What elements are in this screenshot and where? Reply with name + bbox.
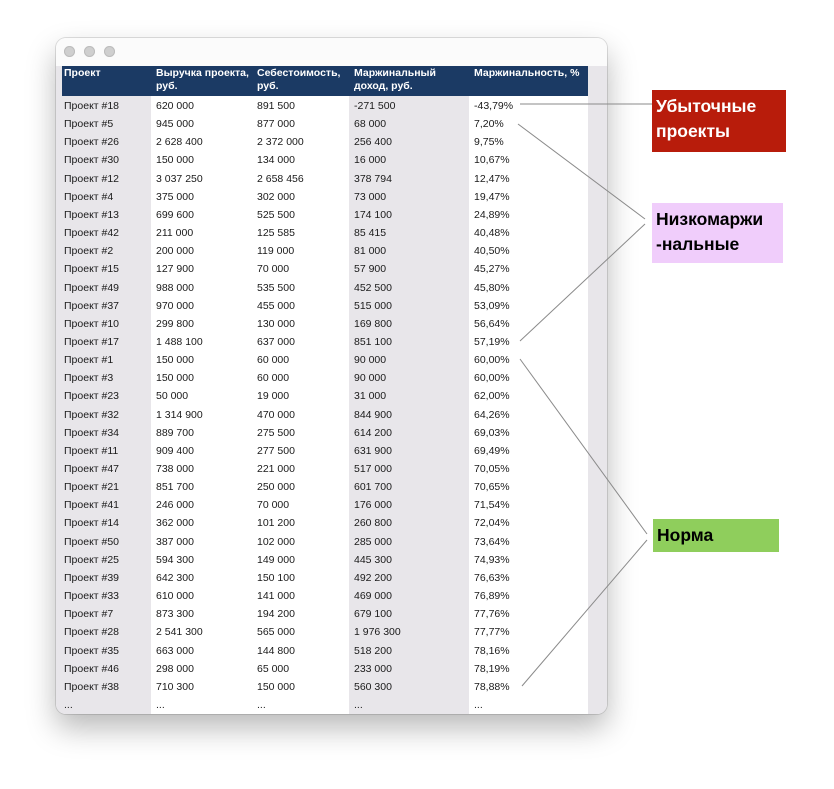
revenue-cell[interactable]: 970 000 [156,299,194,312]
margin-percent-cell[interactable]: 76,63% [474,571,510,584]
margin-percent-cell[interactable]: 40,48% [474,227,510,240]
table-row [56,696,607,714]
margin-percent-cell[interactable]: 78,19% [474,662,510,675]
project-cell[interactable]: Проект #25 [64,553,120,566]
cost-cell[interactable]: 130 000 [257,317,295,330]
table-row [56,188,607,206]
revenue-cell[interactable]: 710 300 [156,680,194,693]
margin-percent-cell[interactable]: 77,77% [474,626,510,639]
app-window [56,38,607,714]
table-row [56,460,607,478]
margin-income-cell[interactable]: 169 800 [354,317,392,330]
margin-percent-cell[interactable]: 7,20% [474,118,504,131]
margin-percent-cell[interactable]: 77,76% [474,608,510,621]
project-cell[interactable]: Проект #28 [64,626,120,639]
project-cell[interactable]: Проект #35 [64,644,120,657]
margin-income-cell[interactable]: 518 200 [354,644,392,657]
margin-income-cell[interactable]: 81 000 [354,245,387,258]
zoom-button[interactable] [104,46,115,57]
table-row [56,279,607,297]
revenue-cell[interactable]: 663 000 [156,644,194,657]
margin-percent-cell[interactable]: 74,93% [474,553,510,566]
norm-label: Норма [653,519,779,552]
margin-income-cell[interactable]: 614 200 [354,426,392,439]
margin-percent-cell[interactable]: 60,00% [474,372,510,385]
revenue-cell[interactable]: 594 300 [156,553,194,566]
table-row [56,533,607,551]
revenue-cell[interactable]: 909 400 [156,444,194,457]
margin-percent-cell[interactable]: 69,49% [474,444,510,457]
margin-percent-cell[interactable]: 9,75% [474,136,504,149]
cost-cell[interactable]: 250 000 [257,481,295,494]
project-cell[interactable]: Проект #30 [64,154,120,167]
revenue-cell[interactable]: 945 000 [156,118,194,131]
project-cell[interactable]: Проект #39 [64,571,120,584]
margin-income-cell[interactable]: 285 000 [354,535,392,548]
loss-projects-label: Убыточные проекты [652,90,786,152]
margin-percent-cell[interactable]: 76,89% [474,590,510,603]
table-row [56,351,607,369]
margin-income-cell[interactable]: 256 400 [354,136,392,149]
margin-percent-cell[interactable]: 70,65% [474,481,510,494]
revenue-cell[interactable]: ... [156,698,165,711]
margin-percent-cell[interactable]: 72,04% [474,517,510,530]
margin-income-cell[interactable]: 601 700 [354,481,392,494]
margin-percent-cell[interactable]: 24,89% [474,208,510,221]
margin-percent-cell[interactable]: 10,67% [474,154,510,167]
revenue-cell[interactable]: 1 314 900 [156,408,203,421]
cost-cell[interactable]: 125 585 [257,227,295,240]
revenue-cell[interactable]: 851 700 [156,481,194,494]
title-bar [56,38,607,66]
revenue-cell[interactable]: 873 300 [156,608,194,621]
cost-cell[interactable]: 455 000 [257,299,295,312]
revenue-cell[interactable]: 362 000 [156,517,194,530]
project-cell[interactable]: Проект #13 [64,208,120,221]
cost-cell[interactable]: 277 500 [257,444,295,457]
margin-income-cell[interactable]: 90 000 [354,372,387,385]
cost-cell[interactable]: 525 500 [257,208,295,221]
cost-cell[interactable]: 70 000 [257,263,290,276]
revenue-cell[interactable]: 127 900 [156,263,194,276]
cost-cell[interactable]: 275 500 [257,426,295,439]
cost-cell[interactable]: 2 658 456 [257,172,304,185]
margin-income-cell[interactable]: 31 000 [354,390,387,403]
cost-cell[interactable]: 70 000 [257,499,290,512]
spreadsheet-view [56,66,607,714]
margin-percent-cell[interactable]: ... [474,698,483,711]
revenue-cell[interactable]: 246 000 [156,499,194,512]
cost-cell[interactable]: 134 000 [257,154,295,167]
margin-percent-cell[interactable]: 45,80% [474,281,510,294]
table-row [56,297,607,315]
project-cell[interactable]: Проект #23 [64,390,120,403]
margin-income-cell[interactable]: -271 500 [354,100,396,112]
table-row [56,569,607,587]
cost-cell[interactable]: 150 000 [257,680,295,693]
revenue-cell[interactable]: 150 000 [156,372,194,385]
revenue-cell[interactable]: 150 000 [156,154,194,167]
margin-income-cell[interactable]: 469 000 [354,590,392,603]
header-margin-percent: Маржинальность, % [474,67,580,79]
margin-percent-cell[interactable]: 73,64% [474,535,510,548]
margin-income-cell[interactable]: 844 900 [354,408,392,421]
margin-income-cell[interactable]: 679 100 [354,608,392,621]
margin-percent-cell[interactable]: 78,16% [474,644,510,657]
revenue-cell[interactable]: 211 000 [156,227,194,240]
margin-percent-cell[interactable]: 62,00% [474,390,510,403]
table-row [56,424,607,442]
margin-income-cell[interactable]: 176 000 [354,499,392,512]
cost-cell[interactable]: 221 000 [257,463,295,475]
project-cell[interactable]: Проект #4 [64,190,114,203]
margin-income-cell[interactable]: 631 900 [354,444,392,457]
table-row [56,587,607,605]
margin-income-cell[interactable]: 378 794 [354,172,392,185]
project-cell[interactable]: Проект #12 [64,172,120,185]
cost-cell[interactable]: ... [257,698,266,711]
table-row [56,623,607,641]
revenue-cell[interactable]: 150 000 [156,354,194,367]
project-cell[interactable]: Проект #11 [64,444,119,457]
project-cell[interactable]: Проект #15 [64,263,120,276]
revenue-cell[interactable]: 298 000 [156,662,194,675]
margin-percent-cell[interactable]: -43,79% [474,100,514,112]
margin-income-cell[interactable]: 515 000 [354,299,392,312]
margin-income-cell[interactable]: 452 500 [354,281,392,294]
cost-cell[interactable]: 470 000 [257,408,295,421]
revenue-cell[interactable]: 2 541 300 [156,626,203,639]
project-cell[interactable]: Проект #50 [64,535,120,548]
header-revenue: Выручка проекта, руб. [156,67,249,92]
header-cost: Себестоимость, руб. [257,67,341,92]
table-row [56,551,607,569]
minimize-button[interactable] [84,46,95,57]
table-row [56,333,607,351]
table-row [56,660,607,678]
margin-income-cell[interactable]: 90 000 [354,354,387,367]
header-margin-income: Маржинальный доход, руб. [354,67,436,92]
table-row [56,133,607,151]
revenue-cell[interactable]: 642 300 [156,571,194,584]
revenue-cell[interactable]: 375 000 [156,190,194,203]
margin-income-cell[interactable]: 260 800 [354,517,392,530]
project-cell[interactable]: Проект #2 [64,245,114,258]
project-cell[interactable]: Проект #26 [64,136,120,149]
margin-income-cell[interactable]: 1 976 300 [354,626,401,639]
margin-income-cell[interactable]: 57 900 [354,263,387,276]
header-project: Проект [64,67,101,79]
cost-cell[interactable]: 877 000 [257,118,295,131]
revenue-cell[interactable]: 3 037 250 [156,172,203,185]
cost-cell[interactable]: 141 000 [257,590,295,603]
project-cell[interactable]: Проект #3 [64,372,114,385]
revenue-cell[interactable]: 699 600 [156,208,194,221]
revenue-cell[interactable]: 610 000 [156,590,194,603]
project-cell[interactable]: Проект #34 [64,426,120,439]
margin-income-cell[interactable]: 16 000 [354,154,387,167]
cost-cell[interactable]: 19 000 [257,390,290,403]
revenue-cell[interactable]: 50 000 [156,390,189,403]
margin-percent-cell[interactable]: 40,50% [474,245,510,258]
table-row [56,387,607,405]
table-row [56,642,607,660]
revenue-cell[interactable]: 620 000 [156,100,194,112]
table-row [56,496,607,514]
cost-cell[interactable]: 65 000 [257,662,290,675]
project-cell[interactable]: ... [64,698,73,711]
project-cell[interactable]: Проект #49 [64,281,120,294]
cost-cell[interactable]: 535 500 [257,281,295,294]
project-cell[interactable]: Проект #1 [64,354,114,367]
table-row [56,369,607,387]
table-row [56,115,607,133]
cost-cell[interactable]: 144 800 [257,644,295,657]
revenue-cell[interactable]: 387 000 [156,535,194,548]
margin-income-cell[interactable]: ... [354,698,363,711]
cost-cell[interactable]: 60 000 [257,354,290,367]
project-cell[interactable]: Проект #17 [64,335,120,348]
cost-cell[interactable]: 2 372 000 [257,136,304,149]
margin-income-cell[interactable]: 560 300 [354,680,392,693]
project-cell[interactable]: Проект #14 [64,517,120,530]
revenue-cell[interactable]: 889 700 [156,426,194,439]
table-row [56,678,607,696]
project-cell[interactable]: Проект #18 [64,100,120,112]
margin-income-cell[interactable]: 73 000 [354,190,387,203]
margin-income-cell[interactable]: 851 100 [354,335,392,348]
cost-cell[interactable]: 565 000 [257,626,295,639]
table-row [56,170,607,188]
project-cell[interactable]: Проект #38 [64,680,120,693]
margin-percent-cell[interactable]: 69,03% [474,426,510,439]
margin-income-cell[interactable]: 174 100 [354,208,392,221]
cost-cell[interactable]: 194 200 [257,608,295,621]
margin-percent-cell[interactable]: 12,47% [474,172,510,185]
revenue-cell[interactable]: 988 000 [156,281,194,294]
project-cell[interactable]: Проект #33 [64,590,120,603]
project-cell[interactable]: Проект #32 [64,408,120,421]
project-cell[interactable]: Проект #5 [64,118,114,131]
cost-cell[interactable]: 891 500 [257,100,295,112]
revenue-cell[interactable]: 200 000 [156,245,194,258]
cost-cell[interactable]: 119 000 [257,245,295,258]
cost-cell[interactable]: 302 000 [257,190,295,203]
table-row [56,260,607,278]
margin-income-cell[interactable]: 68 000 [354,118,387,131]
margin-income-cell[interactable]: 233 000 [354,662,392,675]
project-cell[interactable]: Проект #41 [64,499,120,512]
margin-percent-cell[interactable]: 60,00% [474,354,510,367]
table-row [56,514,607,532]
project-cell[interactable]: Проект #10 [64,317,120,330]
margin-percent-cell[interactable]: 64,26% [474,408,510,421]
margin-percent-cell[interactable]: 19,47% [474,190,510,203]
revenue-cell[interactable]: 738 000 [156,463,194,475]
project-cell[interactable]: Проект #46 [64,662,120,675]
cost-cell[interactable]: 102 000 [257,535,295,548]
cost-cell[interactable]: 637 000 [257,335,295,348]
margin-percent-cell[interactable]: 70,05% [474,463,510,475]
margin-income-cell[interactable]: 492 200 [354,571,392,584]
margin-percent-cell[interactable]: 71,54% [474,499,510,512]
cost-cell[interactable]: 149 000 [257,553,295,566]
margin-percent-cell[interactable]: 57,19% [474,335,510,348]
table-row [56,206,607,224]
margin-percent-cell[interactable]: 56,64% [474,317,510,330]
table-row [56,224,607,242]
cost-cell[interactable]: 101 200 [257,517,295,530]
revenue-cell[interactable]: 1 488 100 [156,335,203,348]
margin-income-cell[interactable]: 517 000 [354,463,392,475]
margin-percent-cell[interactable]: 53,09% [474,299,510,312]
table-row [56,406,607,424]
cost-cell[interactable]: 150 100 [257,571,295,584]
table-row [56,315,607,333]
low-margin-label: Низкомаржи -нальные [652,203,783,263]
revenue-cell[interactable]: 299 800 [156,317,194,330]
revenue-cell[interactable]: 2 628 400 [156,136,203,149]
table-row [56,97,607,115]
table-row [56,151,607,169]
table-row [56,605,607,623]
table-row [56,478,607,496]
project-cell[interactable]: Проект #47 [64,463,120,475]
project-cell[interactable]: Проект #21 [64,481,120,494]
table-row [56,242,607,260]
margin-income-cell[interactable]: 85 415 [354,227,387,240]
project-cell[interactable]: Проект #7 [64,608,114,621]
cost-cell[interactable]: 60 000 [257,372,290,385]
project-cell[interactable]: Проект #37 [64,299,120,312]
margin-percent-cell[interactable]: 45,27% [474,263,510,276]
project-cell[interactable]: Проект #42 [64,227,120,240]
margin-income-cell[interactable]: 445 300 [354,553,392,566]
table-row [56,442,607,460]
table-header [62,66,588,96]
margin-percent-cell[interactable]: 78,88% [474,680,510,693]
close-button[interactable] [64,46,75,57]
